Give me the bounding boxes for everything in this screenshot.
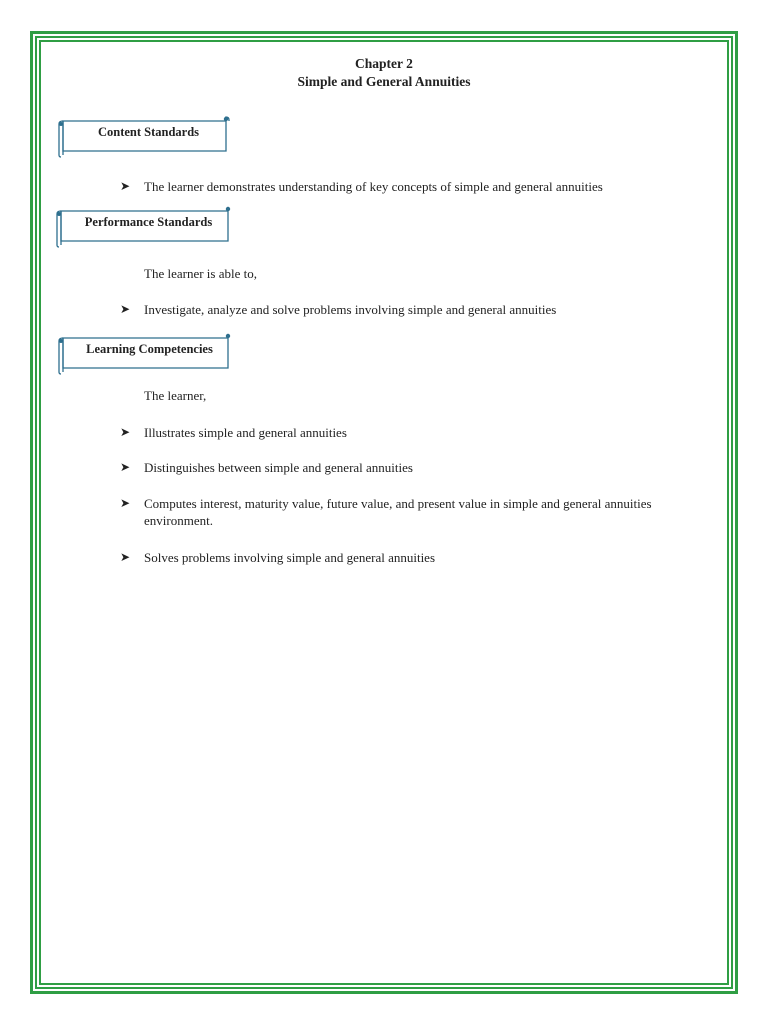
chapter-number: Chapter 2 xyxy=(355,56,413,71)
list-item: ➤ Illustrates simple and general annuities xyxy=(120,425,347,440)
arrow-bullet-icon: ➤ xyxy=(120,179,131,193)
arrow-bullet-icon: ➤ xyxy=(120,460,131,474)
arrow-bullet-icon: ➤ xyxy=(120,425,131,439)
performance-intro: The learner is able to, xyxy=(144,266,257,281)
content-standards-heading: Content Standards xyxy=(97,125,200,139)
chapter-title: Simple and General Annuities xyxy=(297,74,471,89)
content-standards-banner xyxy=(59,117,230,150)
arrow-bullet-icon: ➤ xyxy=(120,550,131,564)
learning-competencies-heading: Learning Competencies xyxy=(86,342,213,356)
performance-standards-banner xyxy=(57,207,232,240)
performance-standards-heading: Performance Standards xyxy=(84,215,213,229)
list-item: ➤ Solves problems involving simple and general annuities xyxy=(120,550,436,565)
list-item: ➤ Investigate, analyze and solve problems involving simple and general annuities xyxy=(120,302,557,317)
list-item: ➤ Computes interest, maturity value, future value, and present value in simple and general annuities environment. xyxy=(120,496,652,528)
list-item: ➤ Distinguishes between simple and general annuities xyxy=(120,460,413,475)
list-item: ➤ The learner demonstrates understanding of key concepts of simple and general annuities xyxy=(120,179,603,194)
arrow-bullet-icon: ➤ xyxy=(120,496,131,510)
competencies-intro: The learner, xyxy=(144,388,207,403)
arrow-bullet-icon: ➤ xyxy=(120,302,131,316)
learning-competencies-banner xyxy=(59,334,232,367)
